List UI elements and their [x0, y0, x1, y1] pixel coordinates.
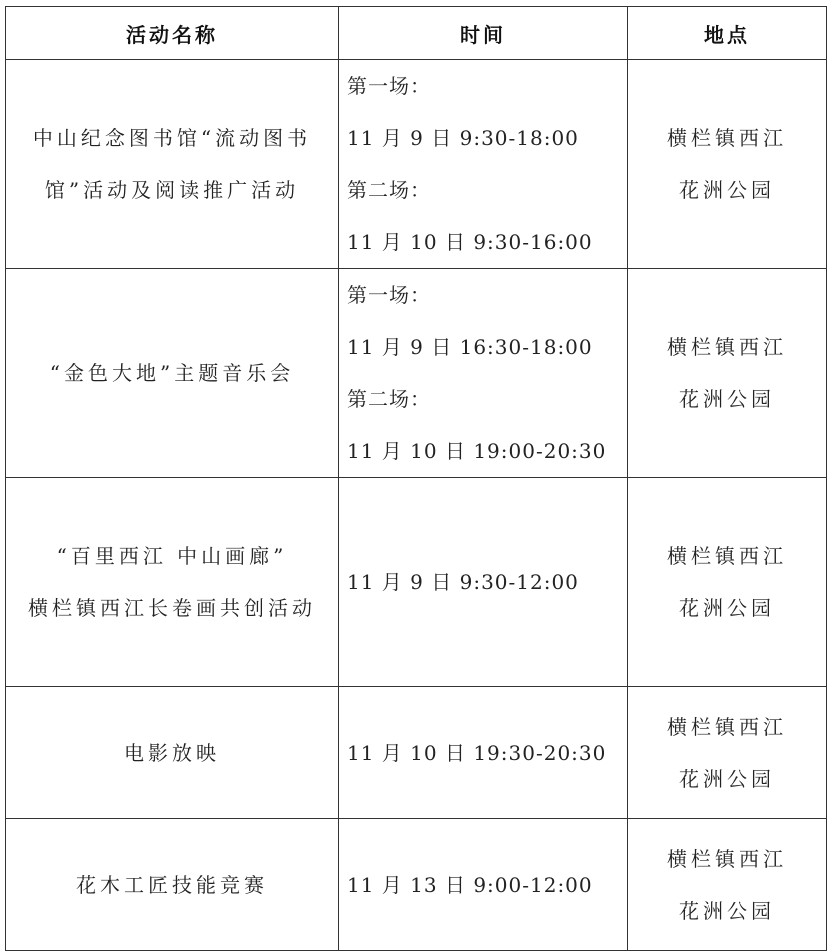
event-name-cell — [6, 269, 339, 478]
column-header-name: 活动名称 — [6, 7, 339, 60]
event-time-cell — [339, 60, 628, 269]
event-name-cell — [6, 687, 339, 819]
event-time-line: 11 月 10 日 19:30-20:30 — [347, 740, 607, 765]
event-time-cell — [339, 478, 628, 687]
event-name-cell — [6, 819, 339, 951]
column-header-time: 时间 — [339, 7, 628, 60]
event-place-line: 花洲公园 — [679, 178, 775, 202]
event-time-line: 11 月 9 日 9:30-18:00 — [347, 126, 579, 150]
event-name-line: 横栏镇西江长卷画共创活动 — [28, 596, 316, 620]
event-name-line: 花木工匠技能竞赛 — [76, 872, 268, 897]
event-place-cell — [628, 60, 827, 269]
event-name-line: “金色大地”主题音乐会 — [49, 361, 295, 385]
event-name-cell — [6, 478, 339, 687]
event-time-line: 第一场： — [347, 283, 431, 307]
event-time-cell — [339, 819, 628, 951]
event-time-line: 11 月 10 日 19:00-20:30 — [347, 439, 607, 463]
column-header-place: 地点 — [628, 7, 827, 60]
event-time-cell — [339, 687, 628, 819]
event-name-cell — [6, 60, 339, 269]
event-place-line: 横栏镇西江 — [667, 335, 787, 359]
event-name-line: 电影放映 — [124, 740, 220, 765]
event-time-cell — [339, 269, 628, 478]
event-place-cell — [628, 819, 827, 951]
event-place-line: 横栏镇西江 — [667, 846, 787, 871]
event-place-line: 横栏镇西江 — [667, 714, 787, 739]
event-place-line: 花洲公园 — [679, 898, 775, 923]
event-time-line: 11 月 13 日 9:00-12:00 — [347, 872, 593, 897]
table-row — [6, 687, 827, 819]
event-schedule-table — [5, 6, 827, 951]
event-place-line: 花洲公园 — [679, 766, 775, 791]
event-name-line: 中山纪念图书馆“流动图书 — [32, 126, 312, 150]
event-place-line: 花洲公园 — [679, 387, 775, 411]
event-time-line: 11 月 10 日 9:30-16:00 — [347, 230, 593, 254]
table-row — [6, 478, 827, 687]
event-time-line: 第二场： — [347, 178, 431, 202]
event-place-cell — [628, 269, 827, 478]
table-row — [6, 269, 827, 478]
event-place-line: 花洲公园 — [679, 596, 775, 620]
event-time-line: 第二场： — [347, 387, 431, 411]
event-place-cell — [628, 478, 827, 687]
event-place-line: 横栏镇西江 — [667, 544, 787, 568]
event-place-cell — [628, 687, 827, 819]
table-row — [6, 819, 827, 951]
event-place-line: 横栏镇西江 — [667, 126, 787, 150]
table-row — [6, 60, 827, 269]
event-time-line: 11 月 9 日 9:30-12:00 — [347, 570, 579, 594]
table-header-row — [6, 7, 827, 60]
event-time-line: 11 月 9 日 16:30-18:00 — [347, 335, 593, 359]
event-name-line: “百里西江 中山画廊” — [56, 544, 288, 568]
event-name-line: 馆”活动及阅读推广活动 — [44, 178, 300, 202]
event-time-line: 第一场： — [347, 74, 431, 98]
